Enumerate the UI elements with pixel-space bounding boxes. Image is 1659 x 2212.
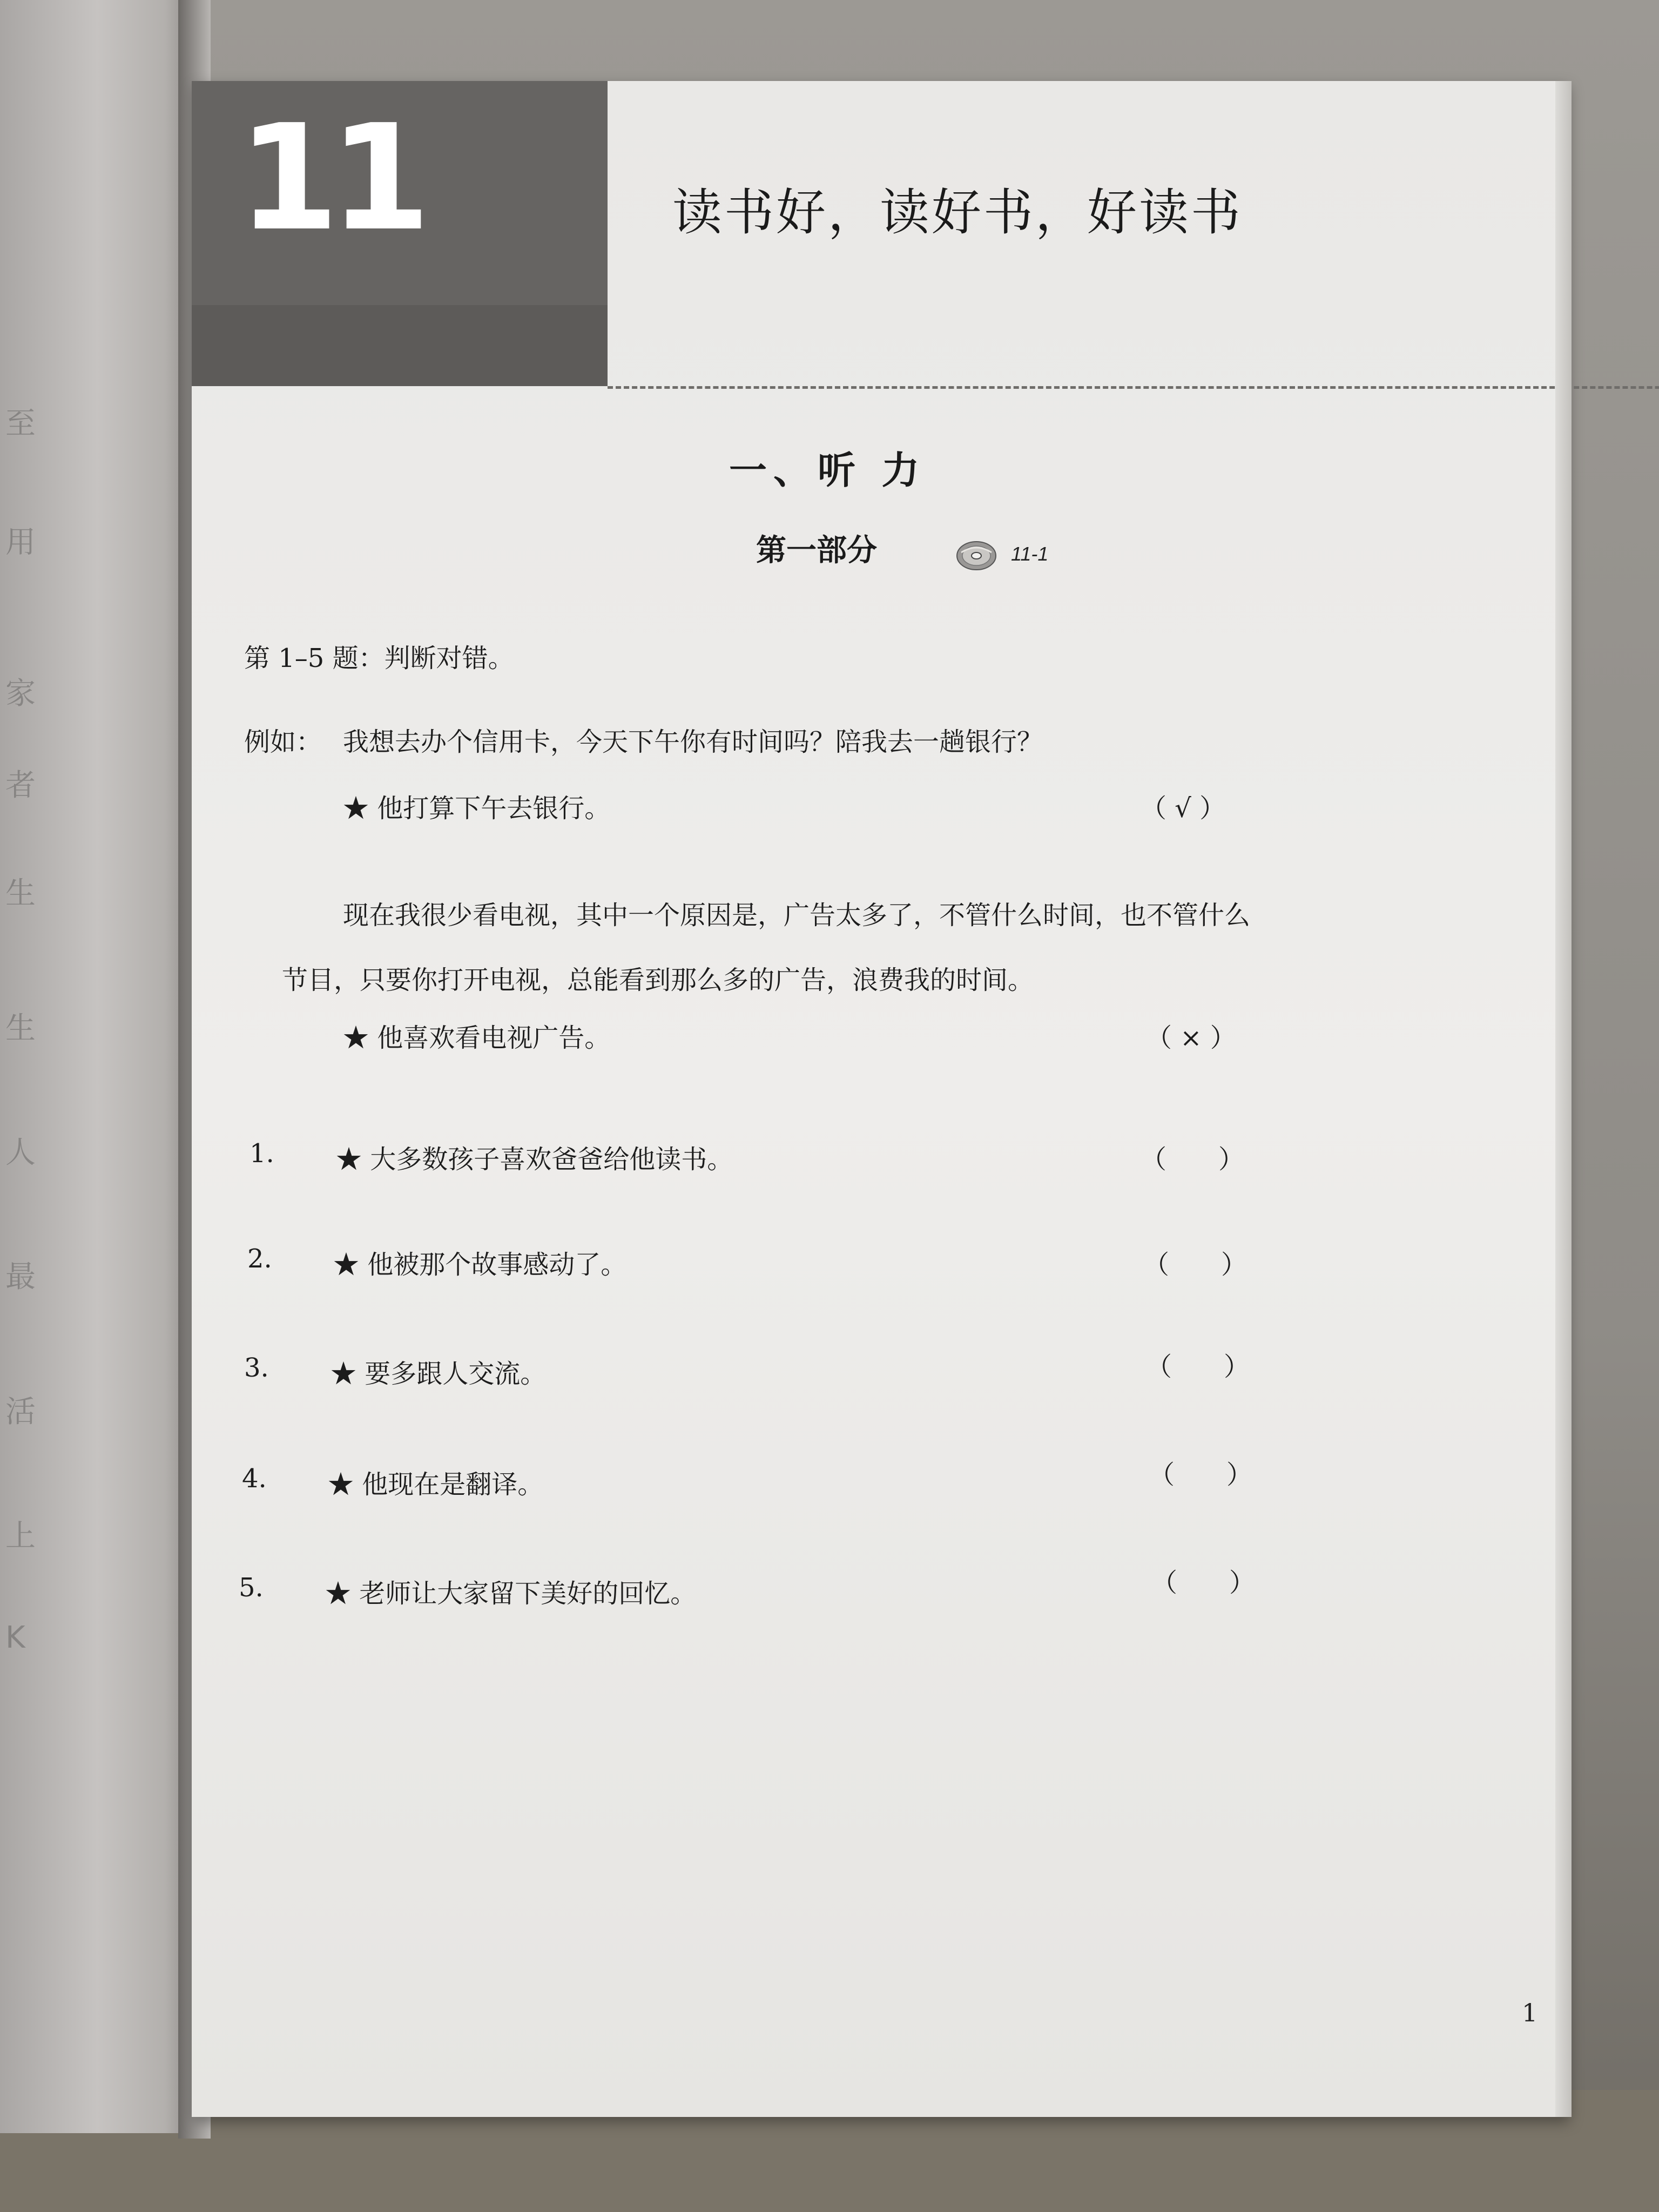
question-4-statement: ★ 他现在是翻译。 <box>328 1469 544 1500</box>
question-5-answer-blank[interactable]: （ ） <box>1151 1568 1256 1598</box>
example-2-passage-line-2: 节目，只要你打开电视，总能看到那么多的广告，浪费我的时间。 <box>282 965 1034 995</box>
chapter-title: 读书好，读好书，好读书 <box>672 184 1243 241</box>
question-5-statement: ★ 老师让大家留下美好的回忆。 <box>325 1579 697 1609</box>
question-5-number: 5. <box>239 1573 264 1603</box>
question-1-statement: ★ 大多数孩子喜欢爸爸给他读书。 <box>336 1144 733 1175</box>
example-label: 例如： <box>244 727 322 757</box>
question-4-number: 4. <box>242 1464 267 1494</box>
chapter-header-band-lower <box>192 305 608 386</box>
example-2-answer: （ × ） <box>1146 1023 1236 1053</box>
chapter-number: 11 <box>238 93 421 263</box>
audio-track-label: 11-1 <box>1011 543 1049 565</box>
question-2-answer-blank[interactable]: （ ） <box>1143 1250 1247 1280</box>
question-3-number: 3. <box>244 1353 269 1383</box>
question-1-number: 1. <box>249 1138 274 1169</box>
question-2-statement: ★ 他被那个故事感动了。 <box>333 1250 627 1280</box>
example-1-answer: （ √ ） <box>1141 793 1226 824</box>
question-2-number: 2. <box>247 1244 272 1274</box>
left-page-bleed: 至 用 家 者 生 生 人 最 活 上 K <box>5 406 36 1655</box>
example-1-statement: ★ 他打算下午去银行。 <box>343 793 611 824</box>
example-2-passage-line-1: 现在我很少看电视，其中一个原因是，广告太多了，不管什么时间，也不管什么 <box>343 900 1251 930</box>
cd-icon <box>955 532 998 575</box>
section-heading: 一、听 力 <box>729 448 926 493</box>
question-1-answer-blank[interactable]: （ ） <box>1141 1144 1245 1175</box>
instruction: 第 1–5 题：判断对错。 <box>244 643 514 673</box>
page-number: 1 <box>1522 1998 1538 2027</box>
example-1-text: 我想去办个信用卡，今天下午你有时间吗？陪我去一趟银行？ <box>343 727 1043 757</box>
header-divider <box>608 386 1659 389</box>
page <box>192 81 1566 2117</box>
page-edge <box>1555 81 1572 2117</box>
question-4-answer-blank[interactable]: （ ） <box>1149 1460 1253 1490</box>
section-subheading: 第一部分 <box>756 533 877 568</box>
question-3-answer-blank[interactable]: （ ） <box>1146 1352 1250 1382</box>
example-2-statement: ★ 他喜欢看电视广告。 <box>343 1023 611 1053</box>
question-3-statement: ★ 要多跟人交流。 <box>331 1359 547 1389</box>
